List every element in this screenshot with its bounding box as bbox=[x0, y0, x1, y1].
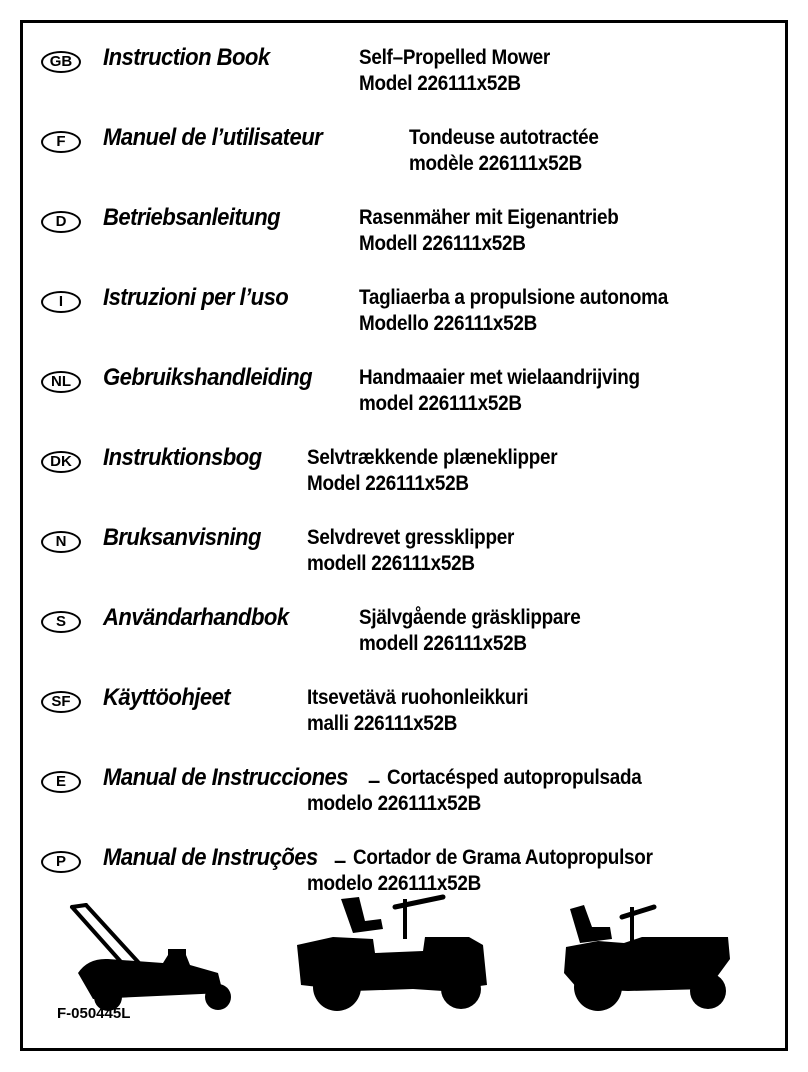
product-description bbox=[359, 605, 580, 657]
model-number: Modello 226111x52B bbox=[359, 312, 537, 335]
language-badge: NL bbox=[41, 371, 81, 393]
product-name: Handmaaier met wielaandrijving bbox=[359, 366, 640, 389]
product-description bbox=[359, 365, 640, 417]
page-frame bbox=[20, 20, 788, 1051]
language-badge: SF bbox=[41, 691, 81, 713]
product-name: Self–Propelled Mower bbox=[359, 46, 551, 69]
language-badge: N bbox=[41, 531, 81, 553]
product-description bbox=[307, 685, 528, 737]
manual-title: Instruktionsbog bbox=[103, 444, 262, 471]
language-badge: DK bbox=[41, 451, 81, 473]
language-entry-d bbox=[23, 203, 785, 263]
product-name: Cortador de Grama Autopropulsor bbox=[353, 846, 653, 869]
model-number: modelo 226111x52B bbox=[307, 872, 482, 895]
title-separator: – bbox=[334, 848, 347, 873]
manual-title: Istruzioni per l’uso bbox=[103, 284, 289, 311]
product-name: Självgående gräsklippare bbox=[359, 606, 581, 629]
product-description bbox=[359, 285, 668, 337]
title-separator: – bbox=[368, 768, 381, 793]
language-badge: F bbox=[41, 131, 81, 153]
language-entry-gb bbox=[23, 43, 785, 103]
product-description bbox=[307, 525, 514, 577]
riding-tractor-icon bbox=[293, 893, 503, 1013]
product-name: Cortacésped autopropulsada bbox=[387, 766, 642, 789]
garden-tractor-icon bbox=[558, 893, 758, 1013]
manual-title: Manuel de l’utilisateur bbox=[103, 124, 323, 151]
manual-title: Instruction Book bbox=[103, 44, 270, 71]
manual-title: Manual de Instruções bbox=[103, 844, 318, 871]
product-name: Selvdrevet gressklipper bbox=[307, 526, 515, 549]
language-entry-n bbox=[23, 523, 785, 583]
manual-title: Manual de Instrucciones bbox=[103, 764, 348, 791]
product-name: Itsevetävä ruohonleikkuri bbox=[307, 686, 529, 709]
model-number: Model 226111x52B bbox=[359, 72, 521, 95]
language-entry-i bbox=[23, 283, 785, 343]
manual-title: Käyttöohjeet bbox=[103, 684, 231, 711]
model-number: model 226111x52B bbox=[359, 392, 522, 415]
model-number: modell 226111x52B bbox=[307, 552, 475, 575]
manual-title: Betriebsanleitung bbox=[103, 204, 281, 231]
language-badge: I bbox=[41, 291, 81, 313]
model-number: malli 226111x52B bbox=[307, 712, 458, 735]
product-description bbox=[359, 45, 550, 97]
manual-title: Gebruikshandleiding bbox=[103, 364, 313, 391]
push-mower-icon bbox=[68, 903, 238, 1013]
language-badge: S bbox=[41, 611, 81, 633]
manual-title: Användarhandbok bbox=[103, 604, 289, 631]
model-number: modèle 226111x52B bbox=[409, 152, 582, 175]
language-entry-f bbox=[23, 123, 785, 183]
product-description bbox=[409, 125, 599, 177]
language-entry-sf bbox=[23, 683, 785, 743]
model-number: modelo 226111x52B bbox=[307, 792, 482, 815]
product-name: Rasenmäher mit Eigenantrieb bbox=[359, 206, 619, 229]
product-name: Selvtrækkende plæneklipper bbox=[307, 446, 558, 469]
language-entry-nl bbox=[23, 363, 785, 423]
language-entry-dk bbox=[23, 443, 785, 503]
model-number: modell 226111x52B bbox=[359, 632, 527, 655]
language-entry-e bbox=[23, 763, 785, 823]
language-badge: P bbox=[41, 851, 81, 873]
document-code: F-050445L bbox=[57, 1005, 131, 1022]
model-number: Modell 226111x52B bbox=[359, 232, 526, 255]
language-entry-s bbox=[23, 603, 785, 663]
language-badge: GB bbox=[41, 51, 81, 73]
language-badge: D bbox=[41, 211, 81, 233]
product-name: Tagliaerba a propulsione autonoma bbox=[359, 286, 668, 309]
manual-title: Bruksanvisning bbox=[103, 524, 261, 551]
product-name: Tondeuse autotractée bbox=[409, 126, 599, 149]
language-badge: E bbox=[41, 771, 81, 793]
model-number: Model 226111x52B bbox=[307, 472, 469, 495]
product-description bbox=[307, 445, 557, 497]
product-description bbox=[359, 205, 618, 257]
